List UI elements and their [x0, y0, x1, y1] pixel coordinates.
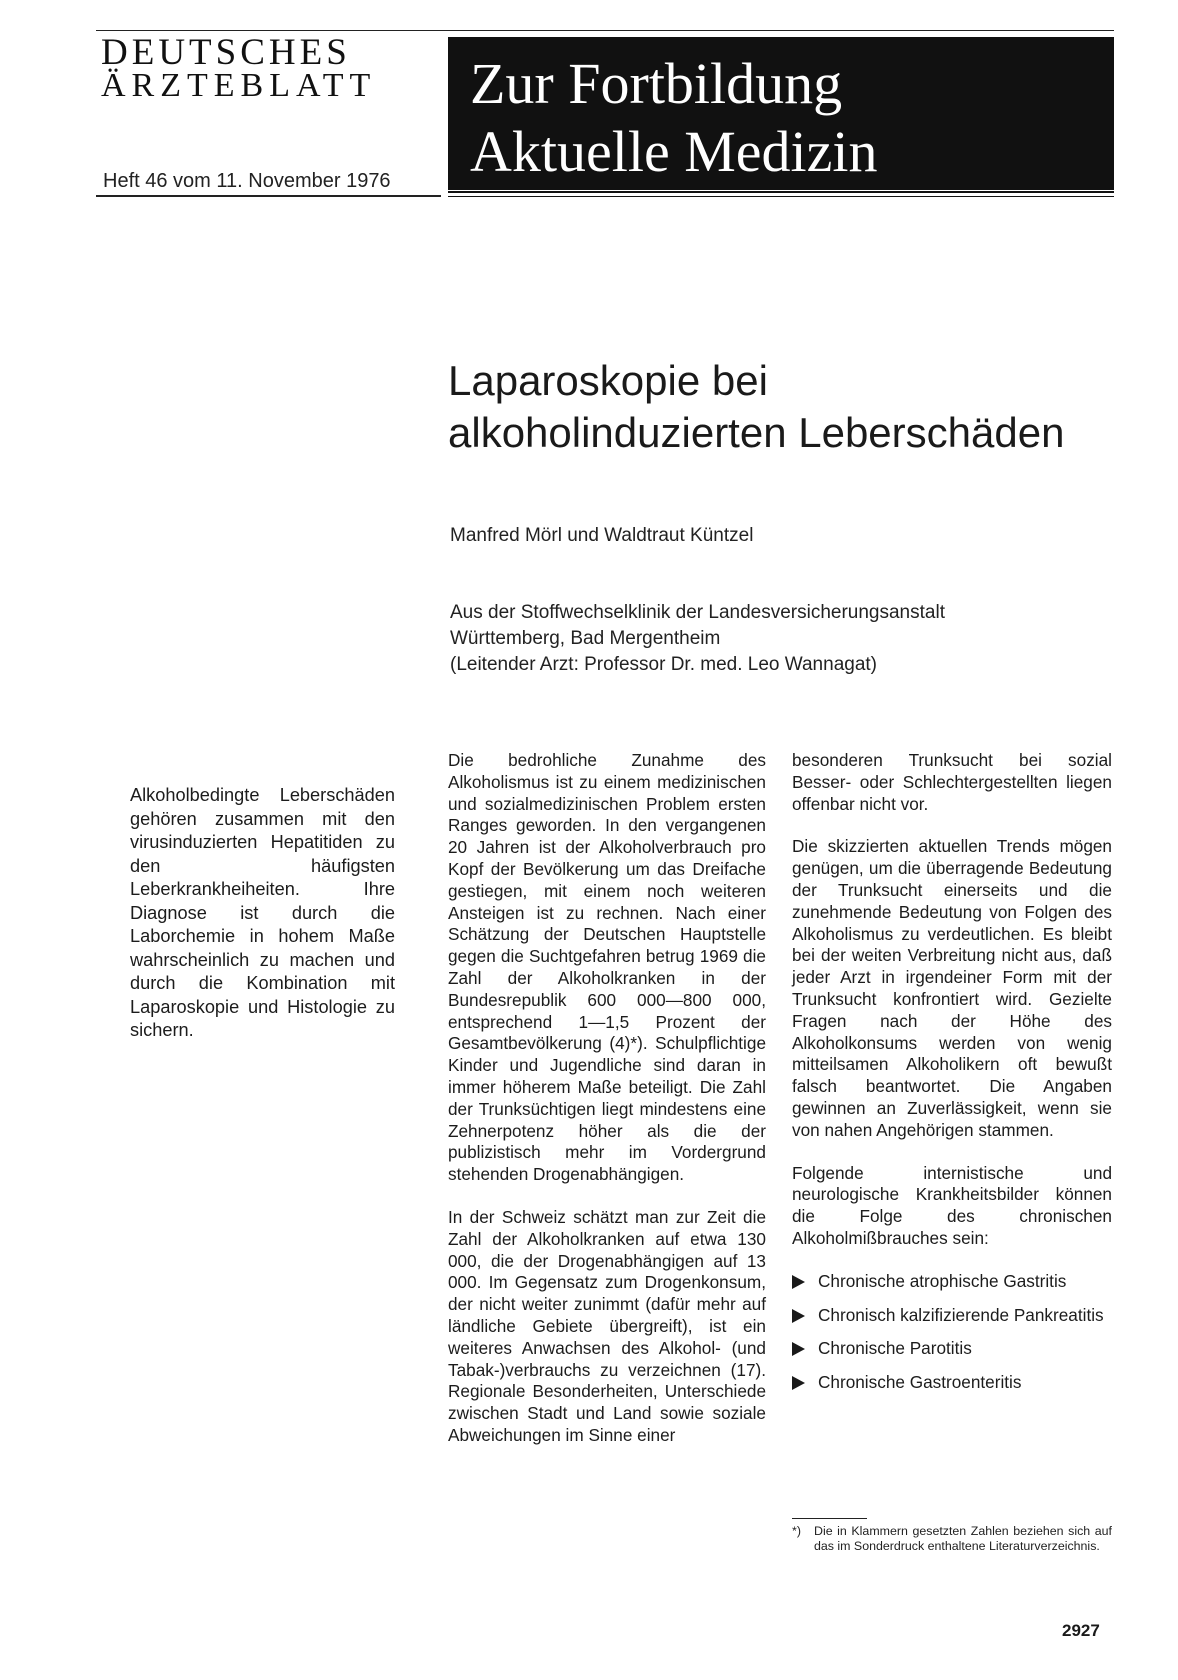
masthead-top-rule — [96, 30, 1114, 31]
affiliation-line1: Aus der Stoffwechselklinik der Landesversicherungsanstalt — [450, 602, 945, 623]
list-item-text: Chronische atrophische Gastritis — [818, 1270, 1067, 1291]
article-affiliation — [450, 600, 945, 678]
list-item-text: Chronische Gastroenteritis — [818, 1372, 1022, 1393]
affiliation-line2: Württemberg, Bad Mergentheim — [450, 628, 721, 649]
paragraph: In der Schweiz schätzt man zur Zeit die Zahl der Alkoholkranken auf etwa 130 000, die der Drogenabhängigen auf 13 000. Im Gegensatz zum Drogenkonsum, der nicht weiter zunimmt (dafür mehr auf ländliche Gebiete übergreift), ist ein weiteres Anwachsen des Alkohol- (und Tabak-)verbrauchs zu verzeichnen (17). Regionale Besonderheiten, Unterschiede zwischen Stadt und Land sowie soziale Abweichungen im Sinne einer — [448, 1206, 766, 1445]
masthead-left-rule — [96, 195, 441, 197]
body-column-2 — [448, 750, 766, 1447]
section-banner-line2: Aktuelle Medizin — [470, 119, 878, 184]
article-authors: Manfred Mörl und Waldtraut Küntzel — [450, 525, 754, 546]
triangle-bullet-icon — [792, 1342, 805, 1356]
journal-name-line1: DEUTSCHES — [101, 32, 351, 73]
article-title-line2: alkoholinduzierten Leberschäden — [448, 409, 1065, 456]
list-item — [792, 1271, 1112, 1293]
list-item-text: Chronisch kalzifizierende Pankreatitis — [818, 1304, 1104, 1325]
triangle-bullet-icon — [792, 1376, 805, 1390]
footnote-text: Die in Klammern gesetzten Zahlen beziehen sich auf das im Sonderdruck enthaltene Literaturverzeichnis. — [814, 1524, 1112, 1553]
affiliation-line3: (Leitender Arzt: Professor Dr. med. Leo Wannagat) — [450, 654, 877, 675]
paragraph: Die skizzierten aktuellen Trends mögen genügen, um die überragende Bedeutung der Trunksucht einerseits und die zunehmende Bedeutung von Folgen des Alkoholismus zu verdeutlichen. Es bleibt bei der weiten Verbreitung nicht aus, daß jeder Arzt in irgendeiner Form mit der Trunksucht konfrontiert wird. Gezielte Fragen nach der Höhe des Alkoholkonsums werden von wenig mitteilsamen Alkoholikern oft bewußt falsch beantwortet. Die Angaben gewinnen an Zuverlässigkeit, wenn sie von nahen Angehörigen stammen. — [792, 836, 1112, 1140]
article-title-line1: Laparoskopie bei — [448, 357, 768, 404]
issue-date: Heft 46 vom 11. November 1976 — [103, 170, 391, 192]
journal-name — [101, 32, 377, 105]
triangle-bullet-icon — [792, 1309, 805, 1323]
footnote-mark: *) — [792, 1524, 801, 1538]
journal-name-line2: ÄRZTEBLATT — [101, 67, 377, 105]
article-title — [448, 355, 1064, 459]
disease-list — [792, 1271, 1112, 1394]
section-banner-line1: Zur Fortbildung — [470, 51, 843, 116]
footnote-rule — [792, 1518, 867, 1519]
masthead-right-rule-thin — [448, 196, 1114, 197]
abstract: Alkoholbedingte Leberschäden gehören zusammen mit den virusinduzierten Hepatitiden zu den häufigsten Leberkrankheiheiten. Ihre Diagnose ist durch die Laborchemie in hohem Maße wahrscheinlich zu machen und durch die Kombination mit Laparoskopie und Histologie zu sichern. — [130, 785, 395, 1040]
list-item — [792, 1305, 1112, 1327]
paragraph: Die bedrohliche Zunahme des Alkoholismus ist zu einem medizinischen und sozialmedizinischen Problem ersten Ranges geworden. In den vergangenen 20 Jahren ist der Alkoholverbrauch pro Kopf der Bevölkerung um das Dreifache gestiegen, mit einem noch weiteren Ansteigen ist zu rechnen. Nach einer Schätzung der Deutschen Hauptstelle gegen die Suchtgefahren betrug 1969 die Zahl der Alkoholkranken in der Bundesrepublik 600 000—800 000, entsprechend 1—1,5 Prozent der Gesamtbevölkerung (4)*). Schulpflichtige Kinder und Jugendliche sind daran in immer höherem Maße beteiligt. Die Zahl der Trunksüchtigen liegt mindestens eine Zehnerpotenz höher als die der publizistisch mehr im Vordergrund stehenden Drogenabhängigen. — [448, 750, 766, 1185]
list-item — [792, 1338, 1112, 1360]
list-item — [792, 1372, 1112, 1394]
page-number: 2927 — [1062, 1621, 1100, 1640]
section-banner — [448, 37, 1114, 190]
footnote — [792, 1524, 1112, 1554]
paragraph: Folgende internistische und neurologische Krankheitsbilder können die Folge des chronischen Alkoholmißbrauches sein: — [792, 1162, 1112, 1248]
masthead-right-rule — [448, 191, 1114, 193]
body-column-3 — [792, 750, 1112, 1412]
triangle-bullet-icon — [792, 1275, 805, 1289]
paragraph: besonderen Trunksucht bei sozial Besser- oder Schlechtergestellten liegen offenbar nicht vor. — [792, 750, 1112, 814]
list-item-text: Chronische Parotitis — [818, 1338, 972, 1359]
